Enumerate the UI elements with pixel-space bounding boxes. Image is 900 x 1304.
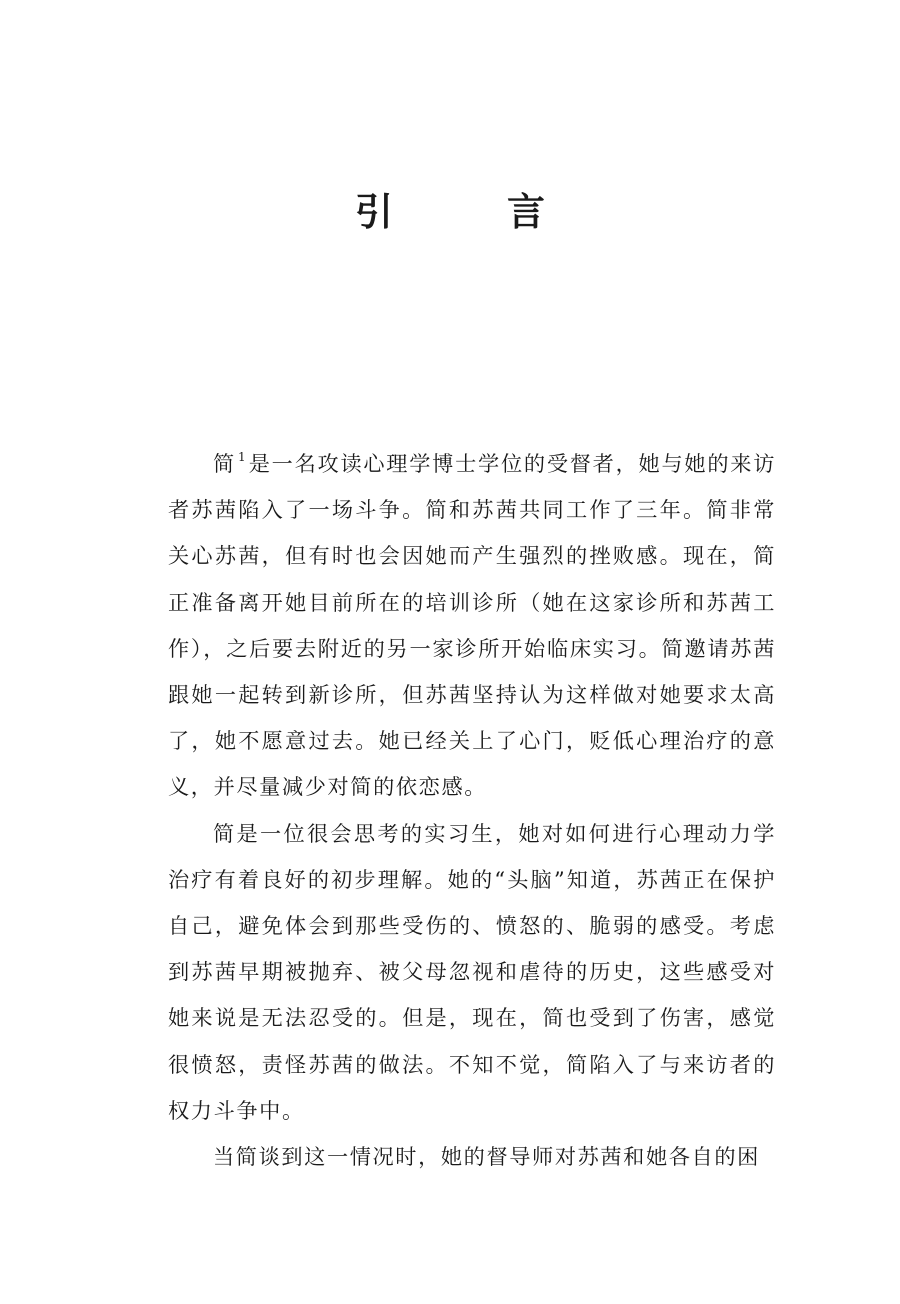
paragraph-1 bbox=[168, 441, 776, 811]
paragraph-3: 当简谈到这一情况时，她的督导师对苏茜和她各自的困 bbox=[213, 1144, 760, 1170]
paragraph-1-text: 是一名攻读心理学博士学位的受督者，她与她的来访者苏茜陷入了一场斗争。简和苏茜共同工作了三年。简非常关心苏茜，但有时也会因她而产生强烈的挫败感。现在，简正准备离开她目前所在的培训诊所（她在这家诊所和苏茜工作），之后要去附近的另一家诊所开始临床实习。简邀请苏茜跟她一起转到新诊所，但苏茜坚持认为这样做对她要求太高了，她不愿意过去。她已经关上了心门，贬低心理治疗的意义，并尽量减少对简的依恋感。 bbox=[168, 451, 776, 800]
chapter-title: 引 言 bbox=[354, 189, 583, 235]
paragraph-2: 简是一位很会思考的实习生，她对如何进行心理动力学治疗有着良好的初步理解。她的“头脑”知道，苏茜正在保护自己，避免体会到那些受伤的、愤怒的、脆弱的感受。考虑到苏茜早期被抛弃、被父母忽视和虐待的历史，这些感受对她来说是无法忍受的。但是，现在，简也受到了伤害，感觉很愤怒，责怪苏茜的做法。不知不觉，简陷入了与来访者的权力斗争中。 bbox=[168, 820, 776, 1123]
paragraph-1-lead: 简 bbox=[213, 451, 236, 476]
body-text bbox=[168, 441, 776, 1180]
footnote-reference[interactable]: 1 bbox=[237, 449, 246, 464]
